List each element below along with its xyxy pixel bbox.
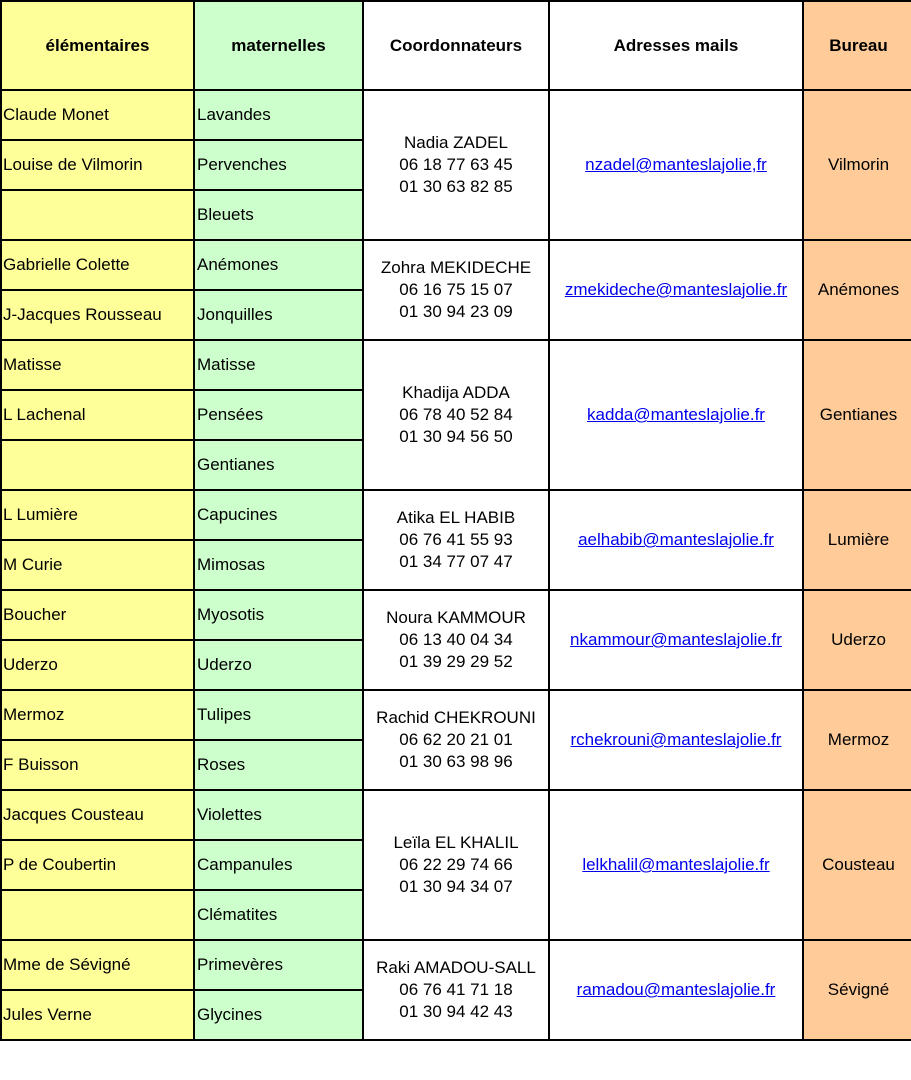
cell-maternelle: Primevères — [194, 940, 363, 990]
cell-coordinator — [363, 790, 549, 940]
coordinator-mobile: 06 18 77 63 45 — [399, 155, 513, 174]
cell-elementaire — [1, 440, 194, 490]
cell-maternelle: Myosotis — [194, 590, 363, 640]
table-row — [1, 690, 911, 740]
coordinator-phone: 01 30 63 82 85 — [399, 177, 513, 196]
coordinator-name: Khadija ADDA — [402, 383, 510, 402]
coordinator-mobile: 06 62 20 21 01 — [399, 730, 513, 749]
cell-bureau: Uderzo — [803, 590, 911, 690]
cell-elementaire: L Lumière — [1, 490, 194, 540]
cell-maternelle: Roses — [194, 740, 363, 790]
coordinator-mobile: 06 78 40 52 84 — [399, 405, 513, 424]
cell-coordinator — [363, 340, 549, 490]
cell-bureau: Anémones — [803, 240, 911, 340]
coordinator-mobile: 06 76 41 71 18 — [399, 980, 513, 999]
cell-elementaire: Gabrielle Colette — [1, 240, 194, 290]
cell-coordinator — [363, 240, 549, 340]
cell-bureau: Vilmorin — [803, 90, 911, 240]
header-adresses-mails: Adresses mails — [549, 1, 803, 90]
email-link[interactable]: nkammour@manteslajolie.fr — [570, 630, 782, 649]
cell-maternelle: Glycines — [194, 990, 363, 1040]
cell-elementaire: Mermoz — [1, 690, 194, 740]
header-row — [1, 1, 911, 90]
email-link[interactable]: ramadou@manteslajolie.fr — [576, 980, 776, 999]
cell-maternelle: Capucines — [194, 490, 363, 540]
cell-email — [549, 340, 803, 490]
table-body — [1, 1, 911, 1040]
cell-coordinator — [363, 490, 549, 590]
cell-email — [549, 790, 803, 940]
cell-elementaire: Jacques Cousteau — [1, 790, 194, 840]
header-bureau: Bureau — [803, 1, 911, 90]
cell-coordinator — [363, 90, 549, 240]
cell-maternelle: Lavandes — [194, 90, 363, 140]
cell-maternelle: Gentianes — [194, 440, 363, 490]
cell-elementaire: Louise de Vilmorin — [1, 140, 194, 190]
email-link[interactable]: zmekideche@manteslajolie.fr — [564, 280, 788, 299]
cell-coordinator — [363, 940, 549, 1040]
cell-bureau: Lumière — [803, 490, 911, 590]
cell-maternelle: Bleuets — [194, 190, 363, 240]
coordinator-name: Raki AMADOU-SALL — [376, 958, 536, 977]
coordinator-name: Rachid CHEKROUNI — [376, 708, 536, 727]
coordinator-mobile: 06 13 40 04 34 — [399, 630, 513, 649]
coordinator-phone: 01 30 94 42 43 — [399, 1002, 513, 1021]
cell-bureau: Mermoz — [803, 690, 911, 790]
cell-elementaire: Jules Verne — [1, 990, 194, 1040]
email-link[interactable]: lelkhalil@manteslajolie.fr — [582, 855, 770, 874]
cell-maternelle: Jonquilles — [194, 290, 363, 340]
table-row — [1, 90, 911, 140]
cell-email — [549, 240, 803, 340]
cell-maternelle: Uderzo — [194, 640, 363, 690]
table-row — [1, 940, 911, 990]
email-link[interactable]: kadda@manteslajolie.fr — [587, 405, 765, 424]
cell-elementaire: Claude Monet — [1, 90, 194, 140]
coordinator-name: Nadia ZADEL — [404, 133, 508, 152]
coordinator-name: Zohra MEKIDECHE — [380, 258, 532, 277]
coordinator-phone: 01 34 77 07 47 — [399, 552, 513, 571]
header-coordonnateurs: Coordonnateurs — [363, 1, 549, 90]
cell-maternelle: Mimosas — [194, 540, 363, 590]
cell-email — [549, 590, 803, 690]
cell-bureau: Cousteau — [803, 790, 911, 940]
cell-elementaire: F Buisson — [1, 740, 194, 790]
coordinator-mobile: 06 22 29 74 66 — [399, 855, 513, 874]
cell-email — [549, 90, 803, 240]
coordinator-name: Leïla EL KHALIL — [393, 833, 519, 852]
coordinator-phone: 01 30 94 34 07 — [399, 877, 513, 896]
cell-elementaire: Boucher — [1, 590, 194, 640]
cell-maternelle: Pensées — [194, 390, 363, 440]
cell-elementaire: Matisse — [1, 340, 194, 390]
cell-elementaire: J-Jacques Rousseau — [1, 290, 194, 340]
header-elementaires: élémentaires — [1, 1, 194, 90]
table-row — [1, 340, 911, 390]
cell-maternelle: Tulipes — [194, 690, 363, 740]
cell-email — [549, 940, 803, 1040]
coordinator-name: Noura KAMMOUR — [386, 608, 526, 627]
coordinator-phone: 01 30 94 23 09 — [399, 302, 513, 321]
cell-elementaire: L Lachenal — [1, 390, 194, 440]
cell-coordinator — [363, 690, 549, 790]
cell-elementaire: M Curie — [1, 540, 194, 590]
email-link[interactable]: rchekrouni@manteslajolie.fr — [570, 730, 782, 749]
cell-maternelle: Clématites — [194, 890, 363, 940]
cell-bureau: Gentianes — [803, 340, 911, 490]
coordinator-phone: 01 39 29 29 52 — [399, 652, 513, 671]
table-row — [1, 240, 911, 290]
cell-maternelle: Anémones — [194, 240, 363, 290]
table-row — [1, 590, 911, 640]
table-row — [1, 790, 911, 840]
coordinator-mobile: 06 76 41 55 93 — [399, 530, 513, 549]
coordinator-phone: 01 30 63 98 96 — [399, 752, 513, 771]
cell-maternelle: Campanules — [194, 840, 363, 890]
cell-email — [549, 690, 803, 790]
cell-coordinator — [363, 590, 549, 690]
cell-bureau: Sévigné — [803, 940, 911, 1040]
cell-maternelle: Violettes — [194, 790, 363, 840]
cell-elementaire: Mme de Sévigné — [1, 940, 194, 990]
email-link[interactable]: aelhabib@manteslajolie.fr — [578, 530, 774, 549]
cell-email — [549, 490, 803, 590]
cell-maternelle: Matisse — [194, 340, 363, 390]
email-link[interactable]: nzadel@manteslajolie,fr — [585, 155, 767, 174]
cell-elementaire — [1, 190, 194, 240]
header-maternelles: maternelles — [194, 1, 363, 90]
cell-elementaire: P de Coubertin — [1, 840, 194, 890]
cell-maternelle: Pervenches — [194, 140, 363, 190]
cell-elementaire: Uderzo — [1, 640, 194, 690]
table-row — [1, 490, 911, 540]
cell-elementaire — [1, 890, 194, 940]
coordinator-phone: 01 30 94 56 50 — [399, 427, 513, 446]
coordinator-name: Atika EL HABIB — [396, 508, 516, 527]
coordinator-mobile: 06 16 75 15 07 — [399, 280, 513, 299]
